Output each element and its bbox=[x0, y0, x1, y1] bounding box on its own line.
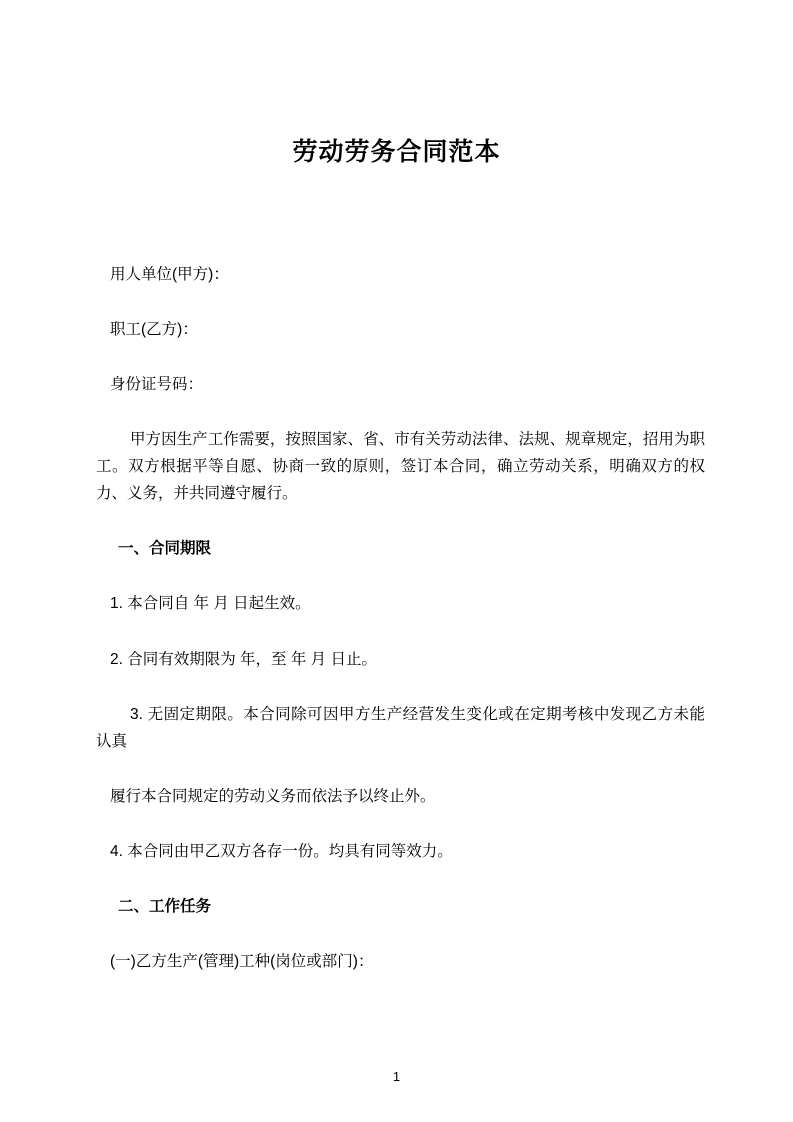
paragraph-clause-1-3: 3. 无固定期限。本合同除可因甲方生产经营发生变化或在定期考核中发现乙方未能认真 bbox=[96, 705, 705, 750]
paragraph-clause-1-3-continued: 履行本合同规定的劳动义务而依法予以终止外。 bbox=[110, 787, 436, 805]
page-title: 劳动劳务合同范本 bbox=[292, 138, 501, 166]
paragraph-employer: 用人单位(甲方)： bbox=[110, 265, 229, 283]
page-number: 1 bbox=[392, 1069, 401, 1084]
paragraph-clause-1-2: 2. 合同有效期限为 年，至 年 月 日止。 bbox=[110, 650, 377, 668]
document-body bbox=[0, 261, 793, 976]
paragraph-id-number: 身份证号码： bbox=[110, 375, 204, 393]
paragraph-clause-2-1: (一)乙方生产(管理)工种(岗位或部门)： bbox=[110, 953, 374, 971]
section-heading-work-duties: 二、工作任务 bbox=[118, 898, 212, 916]
paragraph-clause-1-1: 1. 本合同自 年 月 日起生效。 bbox=[110, 595, 311, 613]
paragraph-clause-1-4: 4. 本合同由甲乙双方各存一份。均具有同等效力。 bbox=[110, 843, 453, 860]
paragraph-employee: 职工(乙方)： bbox=[110, 320, 198, 338]
paragraph-preamble: 甲方因生产工作需要，按照国家、省、市有关劳动法律、法规、规章规定，招用为职工。双方根据平等自愿、协商一致的原则，签订本合同，确立劳动关系，明确双方的权力、义务，并共同遵守履行。 bbox=[96, 430, 705, 503]
section-heading-contract-term: 一、合同期限 bbox=[118, 540, 212, 558]
